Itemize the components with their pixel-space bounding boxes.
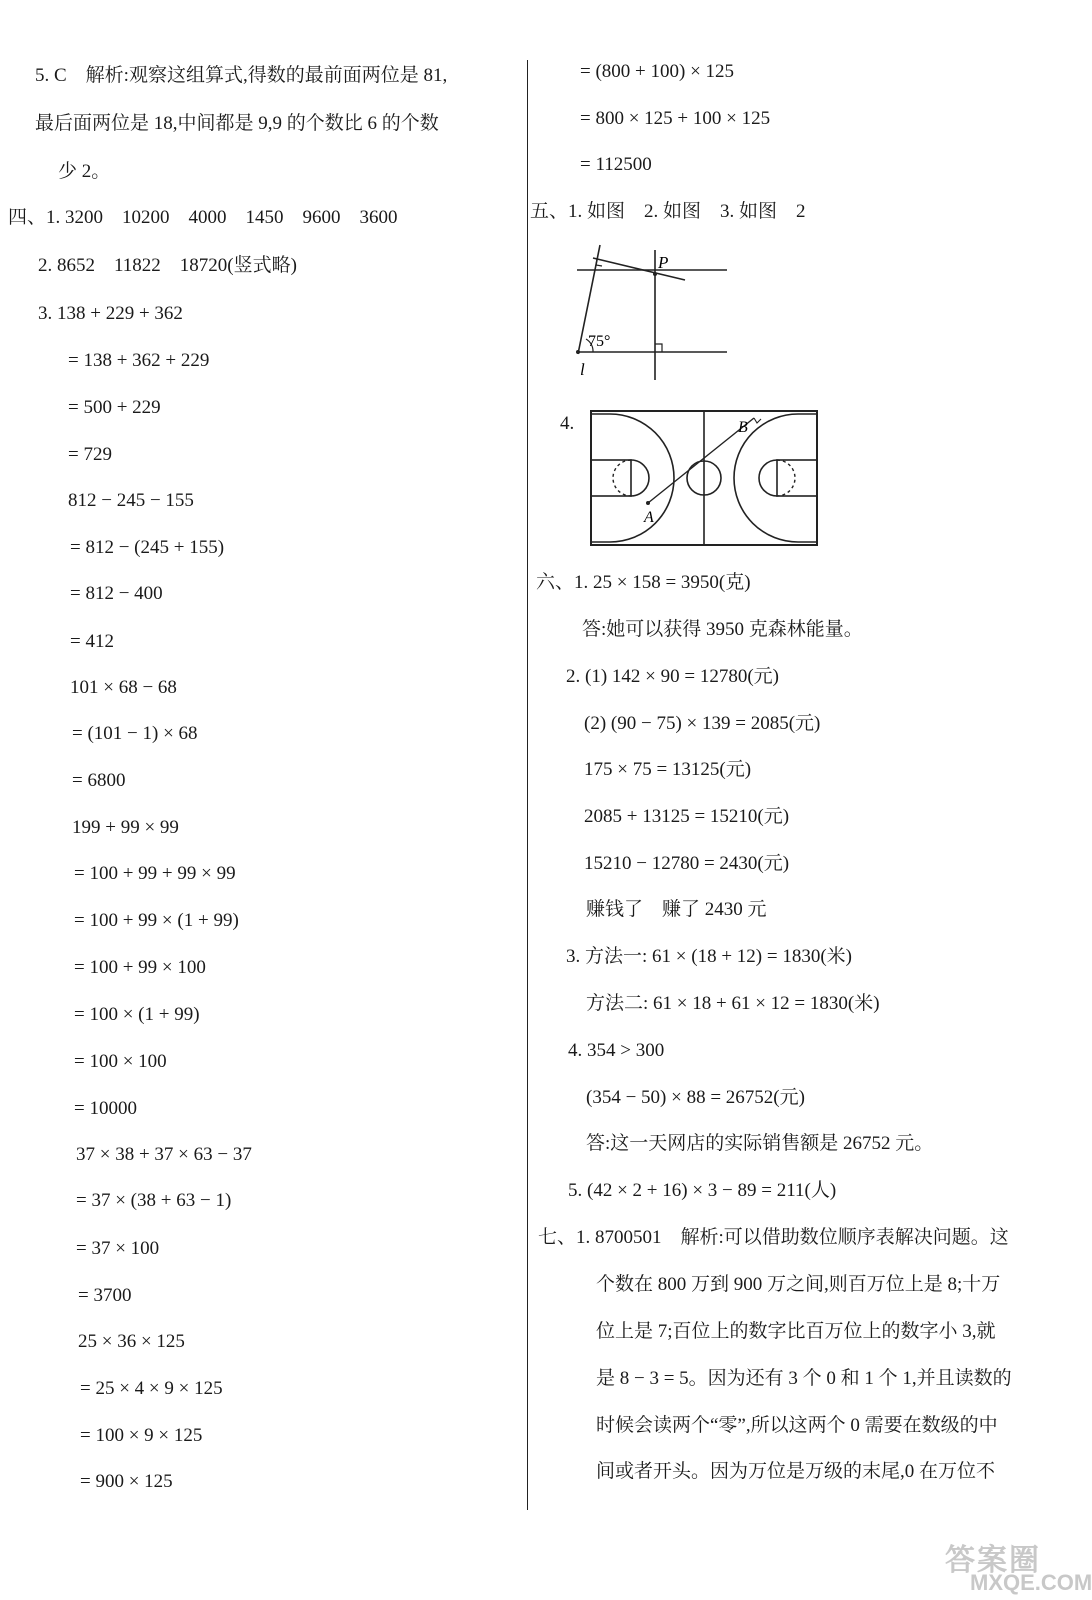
text-line: = 100 × (1 + 99): [74, 1004, 200, 1025]
text-line: 101 × 68 − 68: [70, 677, 177, 698]
text-line: 2085 + 13125 = 15210(元): [584, 806, 790, 827]
text-line: = (800 + 100) × 125: [580, 61, 735, 82]
text-line: = 6800: [72, 770, 126, 791]
vertex-dot: [576, 350, 580, 354]
text-line: = 37 × 100: [76, 1238, 160, 1259]
left-three-point-line: [591, 414, 674, 542]
right-key: [777, 460, 817, 496]
text-line: 五、1. 如图 2. 如图 3. 如图 2: [530, 201, 806, 222]
text-line: 5. (42 × 2 + 16) × 3 − 89 = 211(人): [568, 1180, 837, 1201]
text-line: 位上是 7;百位上的数字比百万位上的数字小 3,就: [596, 1321, 996, 1342]
text-line: = 812 − 400: [70, 583, 163, 604]
column-divider: [527, 60, 528, 1510]
text-line: = (101 − 1) × 68: [72, 723, 198, 744]
text-line: 赚钱了 赚了 2430 元: [586, 899, 767, 920]
text-line: 175 × 75 = 13125(元): [584, 759, 752, 780]
right-angle-mark-bottom: [655, 344, 662, 352]
text-line: 3. 方法一: 61 × (18 + 12) = 1830(米): [566, 946, 852, 967]
text-line: 812 − 245 − 155: [68, 490, 194, 511]
text-line: 个数在 800 万到 900 万之间,则百万位上是 8;十万: [596, 1274, 1001, 1295]
text-line: 5. C 解析:观察这组算式,得数的最前面两位是 81,: [35, 65, 448, 86]
text-line: 七、1. 8700501 解析:可以借助数位顺序表解决问题。这: [538, 1227, 1009, 1248]
text-line: 2. (1) 142 × 90 = 12780(元): [566, 666, 779, 687]
text-line: = 412: [70, 631, 114, 652]
text-line: 15210 − 12780 = 2430(元): [584, 853, 790, 874]
right-free-throw-dashed-arc: [777, 460, 795, 496]
point-b-label: B: [738, 419, 748, 436]
text-line: = 100 + 99 + 99 × 99: [74, 863, 236, 884]
text-line: = 800 × 125 + 100 × 125: [580, 108, 771, 129]
text-line: 答:这一天网店的实际销售额是 26752 元。: [586, 1133, 934, 1154]
angle-diagram: [580, 250, 735, 385]
text-line: = 112500: [580, 154, 652, 175]
right-angle-mark-b: [754, 418, 761, 423]
text-line: 六、1. 25 × 158 = 3950(克): [536, 572, 751, 593]
text-line: = 100 × 100: [74, 1051, 167, 1072]
text-line: 最后面两位是 18,中间都是 9,9 的个数比 6 的个数: [35, 113, 439, 134]
text-line: = 37 × (38 + 63 − 1): [76, 1190, 232, 1211]
perpendicular-line: [593, 258, 685, 280]
text-line: 199 + 99 × 99: [72, 817, 179, 838]
text-line: 时候会读两个“零”,所以这两个 0 需要在数级的中: [596, 1415, 998, 1436]
text-line: = 500 + 229: [68, 397, 161, 418]
text-line: (354 − 50) × 88 = 26752(元): [586, 1087, 805, 1108]
text-line: = 729: [68, 444, 112, 465]
text-line: 是 8 − 3 = 5。因为还有 3 个 0 和 1 个 1,并且读数的: [596, 1368, 1012, 1389]
watermark-logo-text: 答案圈: [945, 1544, 1041, 1577]
point-a-dot: [646, 501, 650, 505]
text-line: = 100 + 99 × 100: [74, 957, 206, 978]
text-line: 25 × 36 × 125: [78, 1331, 185, 1352]
text-line: 4.: [560, 413, 575, 434]
angle-label: 75°: [588, 333, 611, 350]
left-free-throw-dashed-arc: [613, 460, 631, 496]
text-line: = 3700: [78, 1285, 132, 1306]
point-p-label: P: [658, 253, 669, 272]
point-a-label: A: [644, 509, 654, 526]
right-free-throw-arc: [759, 460, 777, 496]
text-line: 3. 138 + 229 + 362: [38, 303, 183, 324]
text-line: 2. 8652 11822 18720(竖式略): [38, 255, 297, 276]
text-line: 四、1. 3200 10200 4000 1450 9600 3600: [8, 207, 398, 228]
watermark-url: MXQE.COM: [970, 1570, 1092, 1595]
text-line: = 10000: [74, 1098, 137, 1119]
text-line: (2) (90 − 75) × 139 = 2085(元): [584, 713, 821, 734]
text-line: = 100 × 9 × 125: [80, 1425, 203, 1446]
line-l-label: l: [580, 360, 585, 379]
text-line: = 900 × 125: [80, 1471, 173, 1492]
text-line: 少 2。: [58, 161, 111, 182]
text-line: = 812 − (245 + 155): [70, 537, 225, 558]
text-line: 间或者开头。因为万位是万级的末尾,0 在万位不: [596, 1461, 996, 1482]
left-free-throw-arc: [631, 460, 649, 496]
text-line: = 100 + 99 × (1 + 99): [74, 910, 239, 931]
point-p-dot: [653, 272, 657, 276]
text-line: 37 × 38 + 37 × 63 − 37: [76, 1144, 252, 1165]
text-line: 方法二: 61 × 18 + 61 × 12 = 1830(米): [586, 993, 880, 1014]
basketball-court-diagram: [590, 410, 822, 550]
text-line: = 138 + 362 + 229: [68, 350, 210, 371]
text-line: = 25 × 4 × 9 × 125: [80, 1378, 223, 1399]
left-key: [591, 460, 631, 496]
text-line: 答:她可以获得 3950 克森林能量。: [582, 619, 863, 640]
text-line: 4. 354 > 300: [568, 1040, 665, 1061]
